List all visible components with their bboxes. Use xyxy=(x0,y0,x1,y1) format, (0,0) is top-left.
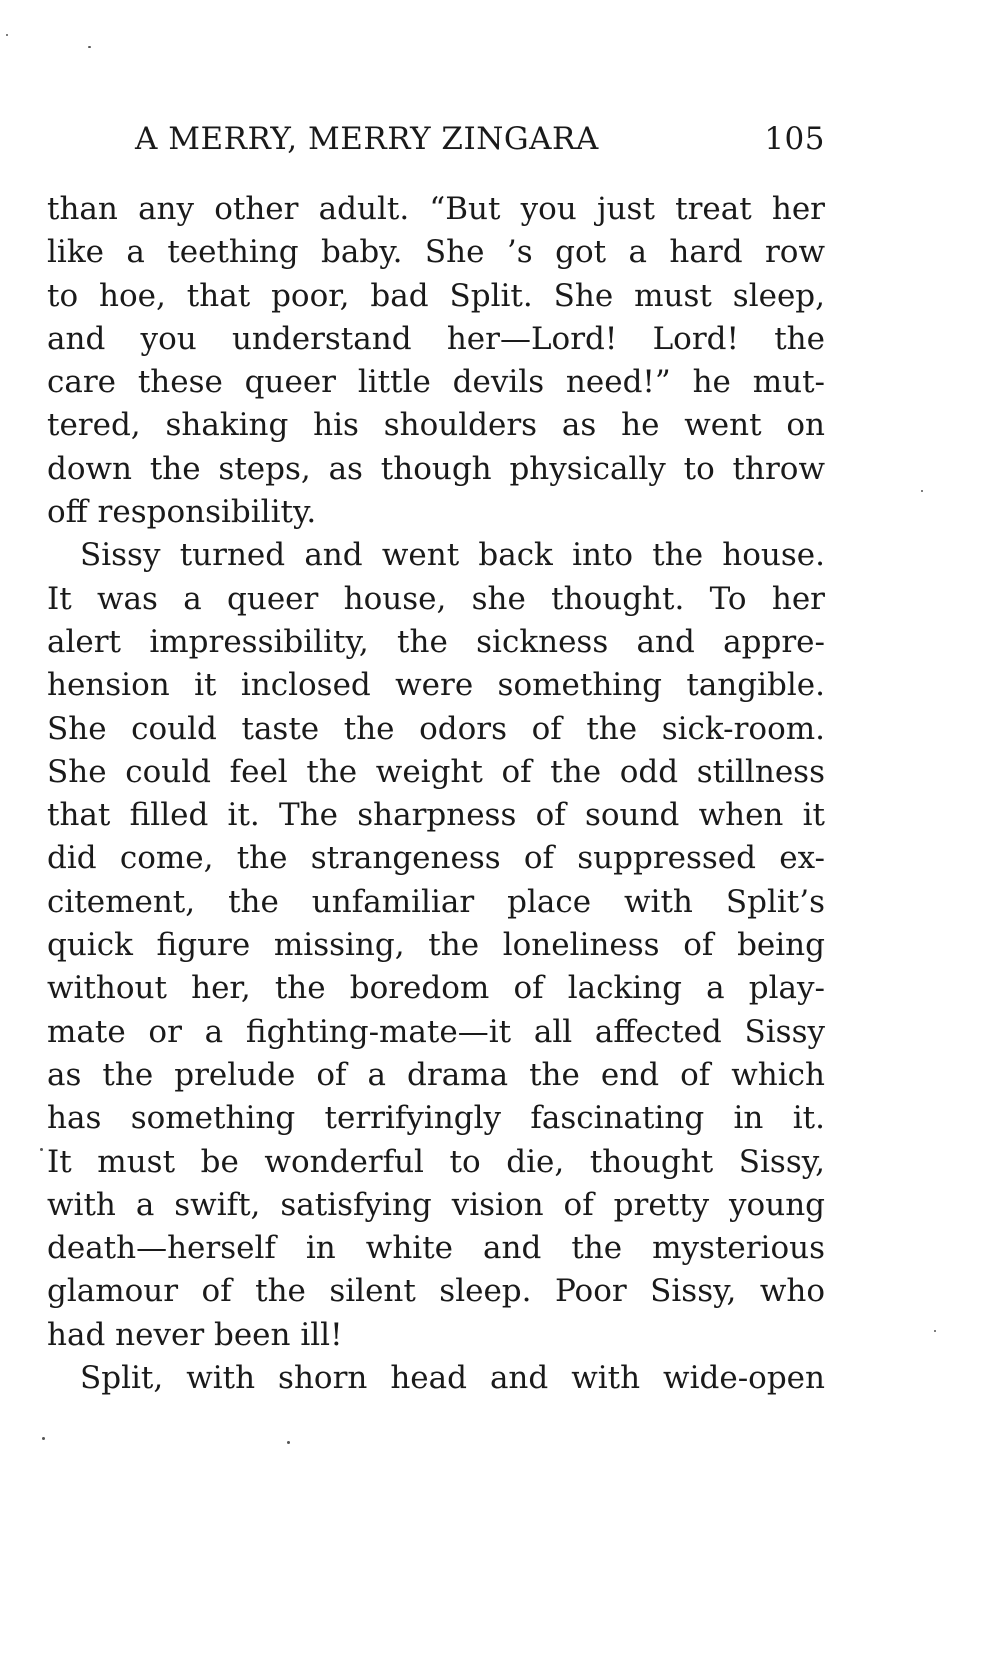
text-line: like a teething baby. She ’s got a hard row xyxy=(47,234,825,271)
scan-speck xyxy=(42,1437,45,1440)
text-line: quick figure missing, the loneliness of being xyxy=(47,927,825,964)
scan-speck xyxy=(88,46,91,48)
text-line: tered, shaking his shoulders as he went on xyxy=(47,407,825,444)
text-line: that filled it. The sharpness of sound when it xyxy=(47,797,825,834)
text-line: had never been ill! xyxy=(47,1316,343,1353)
text-line: without her, the boredom of lacking a play- xyxy=(47,970,825,1007)
text-line: alert impressibility, the sickness and appre- xyxy=(47,623,825,660)
text-line: glamour of the silent sleep. Poor Sissy, who xyxy=(47,1273,825,1310)
text-line: to hoe, that poor, bad Split. She must sleep, xyxy=(47,277,825,314)
scan-speck xyxy=(287,1441,290,1444)
text-line: It was a queer house, she thought. To her xyxy=(47,580,825,617)
body-text xyxy=(47,188,825,1400)
text-line: hension it inclosed were something tangible. xyxy=(47,667,825,704)
text-line: down the steps, as though physically to throw xyxy=(47,450,825,487)
scan-speck xyxy=(921,490,923,492)
text-line: with a swift, satisfying vision of pretty young xyxy=(47,1186,825,1223)
text-line: Split, with shorn head and with wide-open xyxy=(80,1360,825,1397)
scan-speck xyxy=(6,34,8,36)
running-head xyxy=(135,121,825,161)
text-line: It must be wonderful to die, thought Sissy, xyxy=(47,1143,825,1180)
scan-speck xyxy=(934,1330,936,1332)
text-line: has something terrifyingly fascinating in it. xyxy=(47,1100,825,1137)
text-line: Sissy turned and went back into the house. xyxy=(80,537,825,574)
page-number: 105 xyxy=(764,121,825,157)
text-line: as the prelude of a drama the end of which xyxy=(47,1056,825,1093)
text-line: citement, the unfamiliar place with Split’s xyxy=(47,883,825,920)
text-line: did come, the strangeness of suppressed ex- xyxy=(47,840,825,877)
text-line: She could feel the weight of the odd stillness xyxy=(47,753,825,790)
text-line: than any other adult. “But you just treat her xyxy=(47,191,825,227)
running-head-title: A MERRY, MERRY ZINGARA xyxy=(135,121,599,157)
text-line: She could taste the odors of the sick-room. xyxy=(47,710,825,747)
text-line: death—herself in white and the mysterious xyxy=(47,1230,825,1267)
text-line: and you understand her—Lord! Lord! the xyxy=(47,320,825,357)
text-line: care these queer little devils need!” he mut- xyxy=(47,364,825,401)
text-line: mate or a fighting-mate—it all affected Sissy xyxy=(47,1013,825,1050)
text-line: off responsibility. xyxy=(47,494,317,531)
scan-speck xyxy=(40,1148,43,1151)
